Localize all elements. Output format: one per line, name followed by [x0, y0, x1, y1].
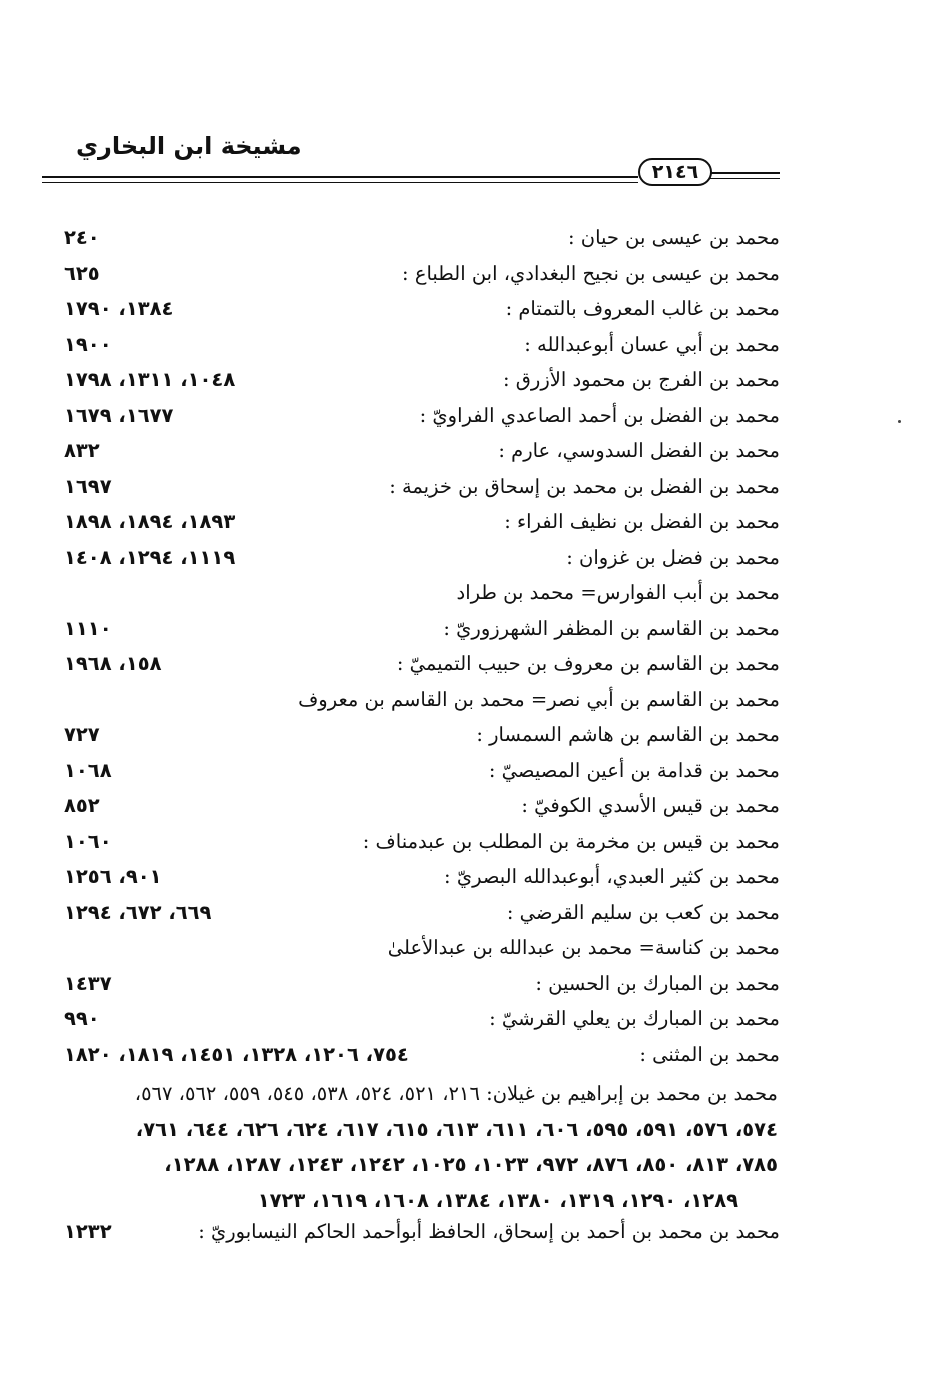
- index-entry: [60, 863, 780, 899]
- entry-refs: ٩٩٠: [64, 1007, 100, 1030]
- entry-name: محمد بن كناسة= محمد بن عبدالله بن عبدالأعلىٰ: [387, 936, 780, 959]
- book-title: مشيخة ابن البخاري: [76, 132, 302, 160]
- entry-refs: ١٥٨، ١٩٦٨: [64, 652, 162, 675]
- entry-refs: ٩٠١، ١٢٥٦: [64, 865, 162, 888]
- index-entry: [60, 1041, 780, 1077]
- entry-name: محمد بن المثنى :: [639, 1042, 780, 1066]
- index-entry: [60, 1218, 780, 1254]
- index-entry: [60, 295, 780, 331]
- entry-refs: ٧٢٧: [64, 723, 100, 746]
- header-rule-right: [710, 172, 780, 174]
- index-entry: [60, 934, 780, 970]
- long-entry-line: ١٢٨٩، ١٢٩٠، ١٣١٩، ١٣٨٠، ١٣٨٤، ١٦٠٨، ١٦١٩، ١٧٢٣: [257, 1188, 738, 1212]
- header-rule-right-thin: [710, 178, 780, 179]
- entry-refs: ١١١٠: [64, 616, 112, 640]
- entry-refs: ١٠٦٨: [64, 758, 112, 782]
- entry-name: محمد بن المبارك بن الحسين :: [535, 971, 780, 995]
- index-entry: [60, 615, 780, 651]
- entry-refs: ١٠٤٨، ١٣١١، ١٧٩٨: [64, 368, 236, 391]
- entry-name: محمد بن القاسم بن المظفر الشهرزوريّ :: [443, 616, 780, 640]
- entry-name: محمد بن الفضل السدوسي، عارم :: [498, 439, 780, 462]
- entry-name: محمد بن القاسم بن هاشم السمسار :: [476, 723, 780, 746]
- entry-refs: ١٣٨٤، ١٧٩٠: [64, 297, 174, 320]
- index-entry: [60, 721, 780, 757]
- entry-refs: ١٨٩٣، ١٨٩٤، ١٨٩٨: [64, 510, 236, 533]
- header-rule-left-thin: [42, 182, 638, 183]
- entry-name: محمد بن عيسى بن نجيح البغدادي، ابن الطباع :: [402, 261, 780, 285]
- index-entry: [60, 792, 780, 828]
- entry-refs: ١٢٣٢: [64, 1220, 112, 1243]
- entry-name: محمد بن القاسم بن معروف بن حبيب التميميّ :: [396, 652, 780, 675]
- index-entry: [60, 757, 780, 793]
- index-entry: [60, 544, 780, 580]
- index-entry: [60, 437, 780, 473]
- entry-name: محمد بن الفضل بن نظيف الفراء :: [504, 510, 780, 533]
- entry-refs: ٧٥٤، ١٢٠٦، ١٣٢٨، ١٤٥١، ١٨١٩، ١٨٢٠: [64, 1042, 409, 1066]
- entry-refs: ١١١٩، ١٢٩٤، ١٤٠٨: [64, 545, 236, 569]
- entry-name: محمد بن كثير العبدي، أبوعبدالله البصريّ :: [444, 865, 780, 888]
- entry-refs: ٨٣٢: [64, 439, 100, 462]
- entry-refs: ٦٢٥: [64, 261, 100, 285]
- entry-name: محمد بن أبي عسان أبوعبدالله :: [524, 332, 780, 356]
- entry-name: محمد بن الفرج بن محمود الأزرق :: [503, 368, 780, 391]
- entry-refs: ٢٤٠: [64, 226, 100, 249]
- entry-name: محمد بن فضل بن غزوان :: [566, 545, 780, 569]
- index-entry: [60, 650, 780, 686]
- index-entry: [60, 899, 780, 935]
- entry-name: محمد بن الفضل بن أحمد الصاعدي الفراويّ :: [419, 403, 780, 427]
- index-entry: [60, 402, 780, 438]
- index-entry: [60, 366, 780, 402]
- entry-refs: ٨٥٢: [64, 794, 100, 817]
- entry-name: محمد بن قيس الأسدي الكوفيّ :: [521, 794, 780, 817]
- index-entry: [60, 579, 780, 615]
- entry-name: محمد بن المبارك بن يعلي القرشيّ :: [489, 1007, 780, 1030]
- index-entry: [60, 473, 780, 509]
- entry-name: محمد بن أبب الفوارس= محمد بن طراد: [456, 581, 780, 604]
- page-header: [40, 120, 780, 200]
- page-speck: [898, 420, 901, 423]
- entry-name: محمد بن كعب بن سليم القرضي :: [506, 900, 780, 924]
- entry-name: محمد بن الفضل بن محمد بن إسحاق بن خزيمة :: [389, 474, 780, 498]
- index-entry: [60, 331, 780, 367]
- entry-name: محمد بن قيس بن مخرمة بن المطلب بن عبدمناف :: [362, 829, 780, 853]
- entry-name: محمد بن غالب المعروف بالتمتام :: [505, 297, 780, 320]
- entry-refs: ١٦٩٧: [64, 474, 112, 498]
- index-entries: [60, 224, 780, 1254]
- entry-name: محمد بن القاسم بن أبي نصر= محمد بن القاسم بن معروف: [298, 687, 780, 711]
- entry-name: محمد بن قدامة بن أعين المصيصيّ :: [488, 758, 780, 782]
- entry-refs: ٦٦٩، ٦٧٢، ١٢٩٤: [64, 900, 212, 924]
- long-entry-line: ٧٨٥، ٨١٣، ٨٥٠، ٨٧٦، ٩٧٢، ١٠٢٣، ١٠٢٥، ١٢٤٢، ١٢٤٣، ١٢٨٧، ١٢٨٨،: [164, 1153, 778, 1176]
- header-rule-left: [42, 176, 638, 178]
- page-number: ٢١٤٦: [638, 158, 712, 186]
- entry-refs: ١٦٧٧، ١٦٧٩: [64, 403, 174, 427]
- long-entry-line: ٥٧٤، ٥٧٦، ٥٩١، ٥٩٥، ٦٠٦، ٦١١، ٦١٣، ٦١٥، ٦١٧، ٦٢٤، ٦٢٦، ٦٤٤، ٧٦١،: [135, 1117, 778, 1141]
- index-entry: [60, 970, 780, 1006]
- long-entry-line: محمد بن محمد بن إبراهيم بن غيلان: ٢١٦، ٥٢١، ٥٢٤، ٥٣٨، ٥٤٥، ٥٥٩، ٥٦٢، ٥٦٧،: [134, 1082, 778, 1105]
- long-entry: [60, 1076, 778, 1218]
- entry-refs: ١٠٦٠: [64, 829, 112, 853]
- index-entry: [60, 828, 780, 864]
- index-entry: [60, 1005, 780, 1041]
- entry-refs: ١٤٣٧: [64, 971, 112, 995]
- index-entry: [60, 224, 780, 260]
- index-entry: [60, 686, 780, 722]
- entry-name: محمد بن محمد بن أحمد بن إسحاق، الحافظ أبوأحمد الحاكم النيسابوريّ :: [198, 1220, 780, 1243]
- index-entry: [60, 260, 780, 296]
- entry-refs: ١٩٠٠: [64, 332, 112, 356]
- entry-name: محمد بن عيسى بن حيان :: [567, 226, 780, 249]
- index-entry: [60, 508, 780, 544]
